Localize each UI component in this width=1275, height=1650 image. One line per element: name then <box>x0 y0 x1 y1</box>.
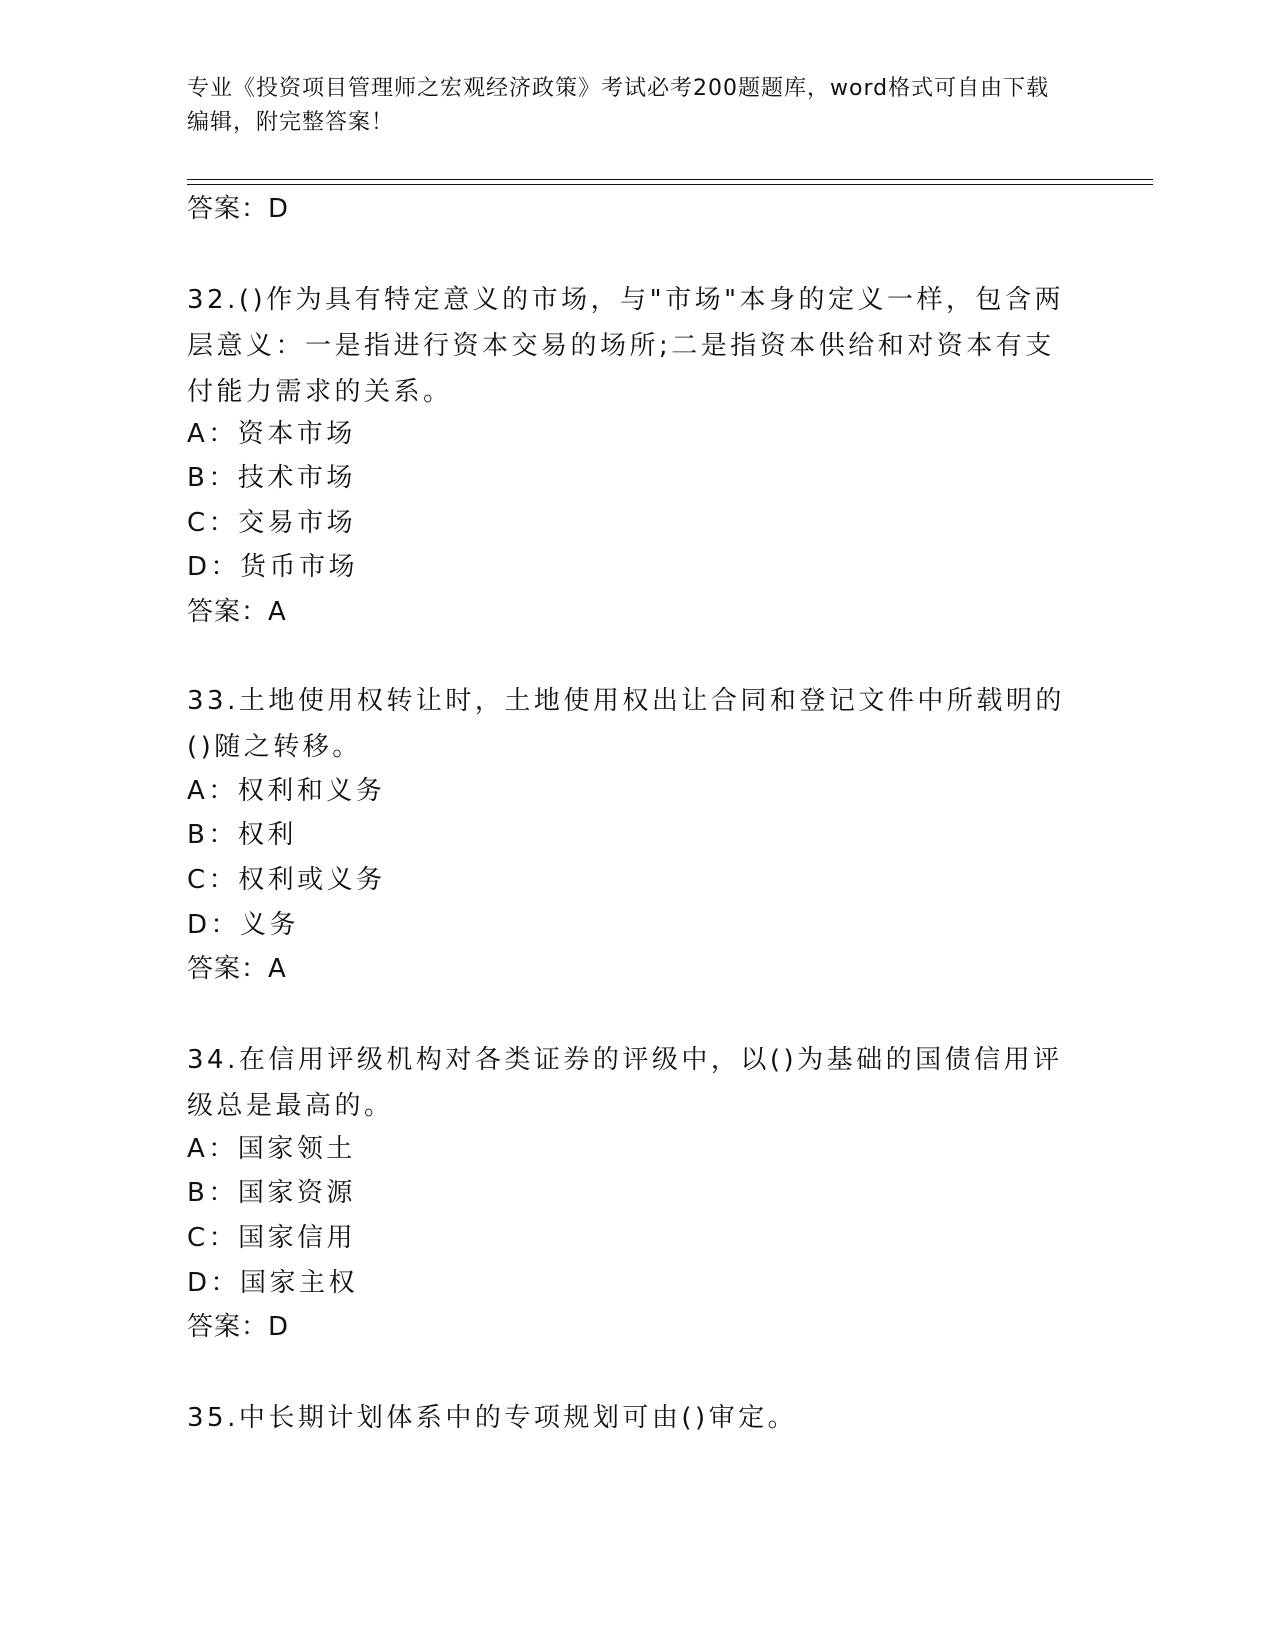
header-divider-bottom <box>187 184 1153 185</box>
question-32-option-a: A：资本市场 <box>187 419 356 449</box>
question-33-text: 33.土地使用权转让时，土地使用权出让合同和登记文件中所载明的()随之转移。 <box>187 686 1065 762</box>
question-32-option-d: D：货币市场 <box>187 552 359 582</box>
question-33-option-c: C：权利或义务 <box>187 865 386 895</box>
question-34-text: 34.在信用评级机构对各类证券的评级中，以()为基础的国债信用评级总是最高的。 <box>187 1045 1063 1121</box>
question-33-option-b: B：权利 <box>187 820 297 850</box>
question-34-option-d: D：国家主权 <box>187 1268 359 1298</box>
question-32-answer: 答案：A <box>187 597 287 627</box>
header-divider-top <box>187 179 1153 180</box>
question-34-option-c: C：国家信用 <box>187 1223 357 1253</box>
question-32-option-c: C：交易市场 <box>187 508 357 538</box>
question-33-option-d: D：义务 <box>187 910 300 940</box>
answer-label: 答案：D <box>187 194 290 224</box>
document-header: 专业《投资项目管理师之宏观经济政策》考试必考200题题库，word格式可自由下载编辑，附完整答案！ <box>187 76 1050 135</box>
question-35-text: 35.中长期计划体系中的专项规划可由()审定。 <box>187 1403 798 1433</box>
question-33-option-a: A：权利和义务 <box>187 776 386 806</box>
question-34-option-a: A：国家领土 <box>187 1134 356 1164</box>
question-33-answer: 答案：A <box>187 954 287 984</box>
question-32-text: 32.()作为具有特定意义的市场，与"市场"本身的定义一样，包含两层意义：一是指进行资本交易的场所;二是指资本供给和对资本有支付能力需求的关系。 <box>187 285 1065 407</box>
question-32-option-b: B：技术市场 <box>187 463 356 493</box>
question-34-option-b: B：国家资源 <box>187 1178 356 1208</box>
question-34-answer: 答案：D <box>187 1312 290 1342</box>
